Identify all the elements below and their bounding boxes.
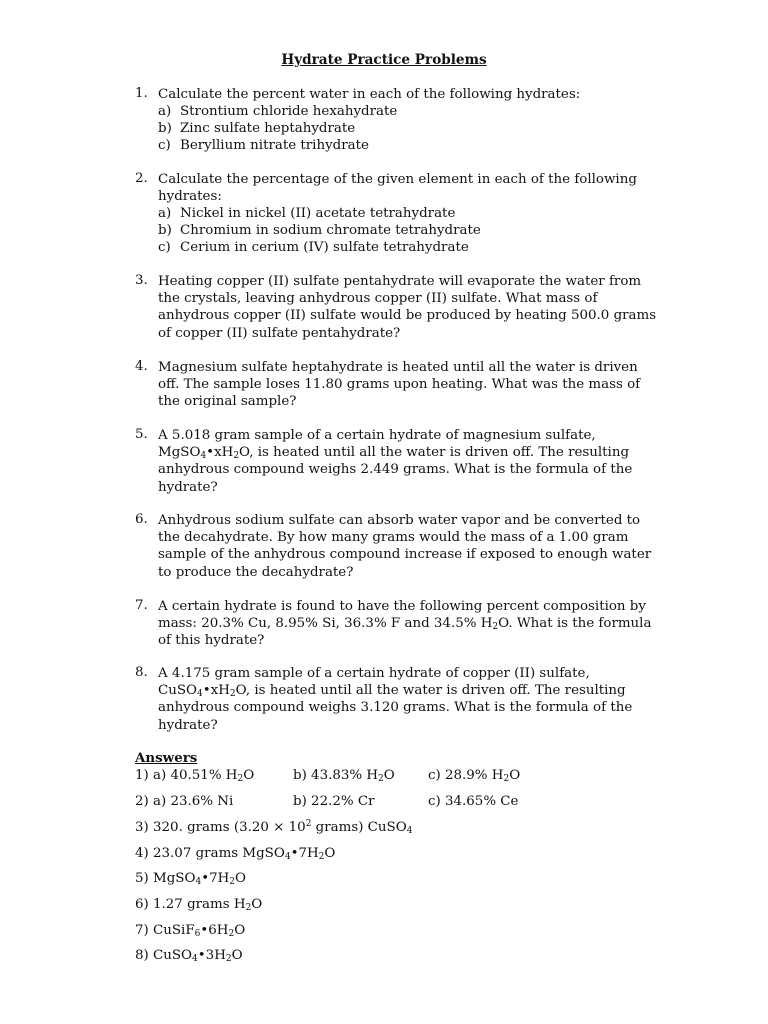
answer-6: 6) 1.27 grams $H_2O$ bbox=[135, 897, 263, 913]
problem-part bbox=[158, 222, 660, 239]
problem-number: 7. bbox=[135, 598, 148, 613]
problem-number: 8. bbox=[135, 665, 148, 680]
problem-6 bbox=[135, 512, 660, 581]
problem-number: 1. bbox=[135, 86, 148, 101]
part-label: b) bbox=[158, 121, 172, 137]
problem-part bbox=[158, 120, 660, 137]
problem-number: 6. bbox=[135, 512, 148, 527]
problem-text: Anhydrous sodium sulfate can absorb water vapor and be converted to the decahydrate. By how many grams would the mass of a 1.00 gram sample of the anhydrous compound increase if exposed to enough water to produce the decahydrate? bbox=[158, 513, 652, 580]
problem-text bbox=[158, 665, 660, 734]
problem-part bbox=[158, 103, 660, 120]
problem-8 bbox=[135, 665, 660, 734]
answer-1c: c) 28.9% $H_2O$ bbox=[428, 768, 521, 784]
part-label: a) bbox=[158, 104, 172, 120]
chemical-formula: $MgSO_4•xH_2O$ bbox=[158, 445, 250, 462]
problem-text: Heating copper (II) sulfate pentahydrate will evaporate the water from the crystals, leaving anhydrous copper (II) sulfate. What mass of anhydrous copper (II) sulfate would be produced by heating 500.0 grams of copper (II) sulfate pentahydrate? bbox=[158, 274, 657, 341]
answer-2c: c) 34.65% Ce bbox=[428, 794, 519, 809]
problem-5 bbox=[135, 427, 660, 496]
problem-text-part: , is heated until all the water is driven off. The resulting anhydrous compound weighs 3.120 grams. What is the formula of the hydrate? bbox=[158, 683, 633, 733]
answer-5: 5) $MgSO_4•7H_2O$ bbox=[135, 871, 247, 887]
part-text: Chromium in sodium chromate tetrahydrate bbox=[180, 223, 481, 239]
page-title: Hydrate Practice Problems bbox=[281, 52, 487, 68]
answer-2a: 2) a) 23.6% Ni bbox=[135, 794, 234, 809]
problem-text bbox=[158, 427, 660, 496]
problem-part bbox=[158, 205, 660, 222]
problem-part bbox=[158, 137, 660, 154]
problem-4 bbox=[135, 359, 660, 411]
part-text: Cerium in cerium (IV) sulfate tetrahydrate bbox=[180, 240, 469, 256]
problem-1 bbox=[135, 86, 660, 154]
answer-8: 8) $CuSO_4•3H_2O$ bbox=[135, 948, 243, 964]
problem-7 bbox=[135, 598, 660, 650]
answer-2b: b) 22.2% Cr bbox=[293, 794, 375, 809]
problem-text-part: , is heated until all the water is driven off. The resulting anhydrous compound weighs 2.449 grams. What is the formula of the hydrate? bbox=[158, 445, 633, 495]
answer-4: 4) 23.07 grams $MgSO_4•7H_2O$ bbox=[135, 846, 336, 862]
problem-text-part: A 4.175 gram sample of a certain hydrate of copper (II) sulfate, bbox=[158, 666, 590, 681]
part-label: a) bbox=[158, 206, 172, 222]
chemical-formula: $CuSO_4•xH_2O$ bbox=[158, 683, 246, 700]
part-text: Beryllium nitrate trihydrate bbox=[180, 138, 369, 154]
problem-text: Magnesium sulfate heptahydrate is heated until all the water is driven off. The sample loses 11.80 grams upon heating. What was the mass of the original sample? bbox=[158, 360, 641, 410]
problem-text: Calculate the percent water in each of the following hydrates: bbox=[158, 87, 581, 102]
problem-part bbox=[158, 239, 660, 256]
problem-3 bbox=[135, 273, 660, 342]
problem-number: 5. bbox=[135, 427, 148, 442]
part-text: Zinc sulfate heptahydrate bbox=[180, 121, 356, 137]
answer-3: 3) 320. grams ($3.20 \times 10^2$ grams) CuSO$_4$ bbox=[135, 819, 413, 836]
problem-number: 4. bbox=[135, 359, 148, 374]
problem-text: A certain hydrate is found to have the following percent composition by mass: 20.3% Cu, 8.95% Si, 36.3% F and 34.5% $H_2O$. What is the formula of this hydrate? bbox=[158, 599, 652, 649]
answer-1a: 1) a) 40.51% $H_2O$ bbox=[135, 768, 255, 784]
problem-text: Calculate the percentage of the given element in each of the following hydrates: bbox=[158, 172, 637, 205]
problem-number: 3. bbox=[135, 273, 148, 288]
answer-7: 7) $CuSiF_6•6H_2O$ bbox=[135, 923, 246, 939]
part-label: c) bbox=[158, 240, 171, 256]
part-text: Nickel in nickel (II) acetate tetrahydrate bbox=[180, 206, 456, 222]
problem-number: 2. bbox=[135, 171, 148, 186]
part-label: c) bbox=[158, 138, 171, 154]
part-text: Strontium chloride hexahydrate bbox=[180, 104, 398, 120]
problem-2 bbox=[135, 171, 660, 256]
problem-text-part: A 5.018 gram sample of a certain hydrate of magnesium sulfate, bbox=[158, 428, 596, 443]
answers-heading: Answers bbox=[135, 750, 198, 766]
answer-1b: b) 43.83% $H_2O$ bbox=[293, 768, 395, 784]
part-label: b) bbox=[158, 223, 172, 239]
